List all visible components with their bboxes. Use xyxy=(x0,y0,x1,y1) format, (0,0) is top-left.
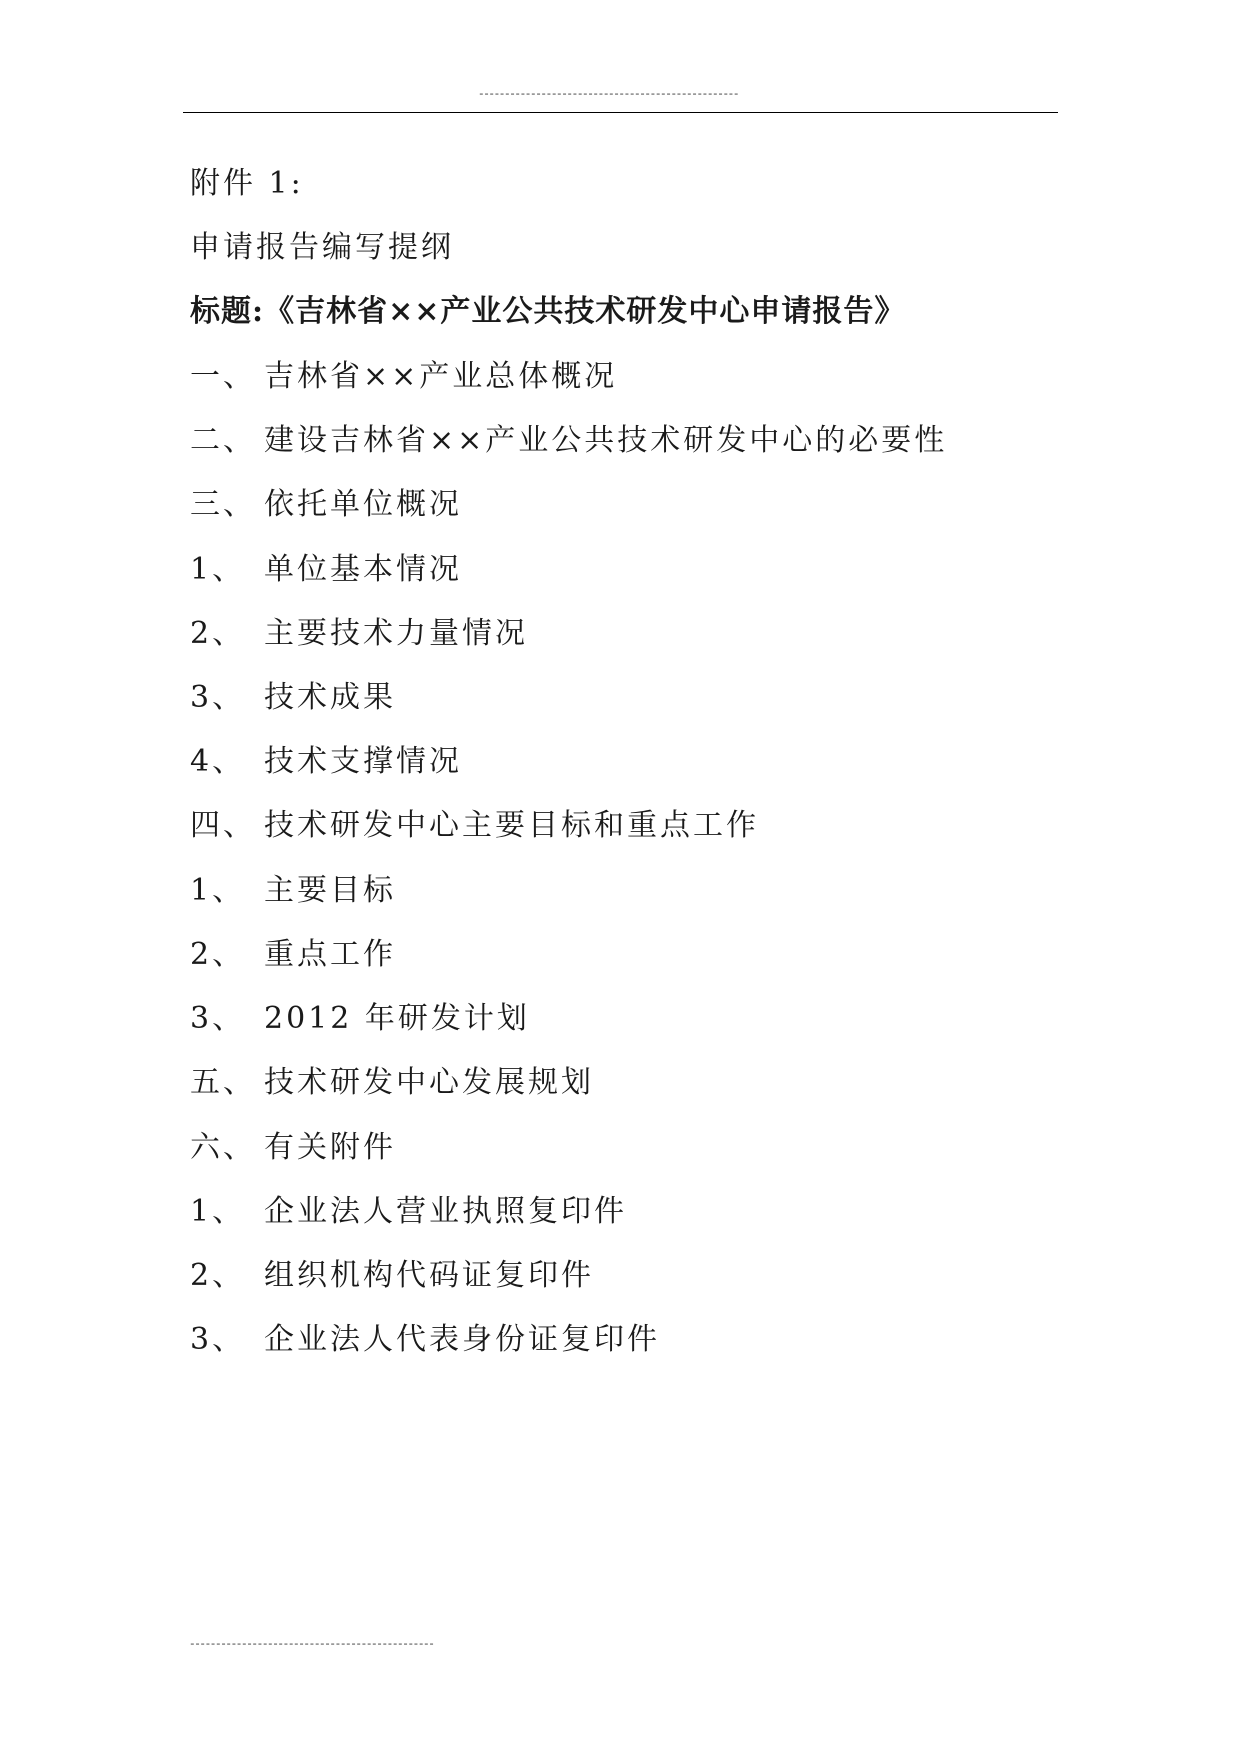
outline-item-text: 组织机构代码证复印件 xyxy=(264,1258,594,1293)
outline-item xyxy=(190,1063,594,1103)
outline-item xyxy=(190,871,396,911)
outline-item-text: 重点工作 xyxy=(264,937,396,972)
attachment-label: 附件 1: xyxy=(190,166,304,201)
outline-item-marker: 2、 xyxy=(190,937,246,972)
header-rule xyxy=(183,112,1058,113)
outline-item-marker: 2、 xyxy=(190,616,246,651)
outline-item-text: 有关附件 xyxy=(264,1130,396,1165)
footer-dashed-line: ----------------------------------------------- xyxy=(189,1639,434,1651)
outline-item xyxy=(190,485,462,525)
outline-item-text: 主要技术力量情况 xyxy=(264,616,528,651)
outline-item-marker: 三、 xyxy=(190,487,256,522)
document-subtitle: 申请报告编写提纲 xyxy=(190,230,454,265)
outline-item-text: 企业法人营业执照复印件 xyxy=(264,1194,627,1229)
outline-item xyxy=(190,550,462,590)
outline-item-marker: 1、 xyxy=(190,873,246,908)
outline-item-text: 主要目标 xyxy=(264,873,396,908)
outline-item-text: 技术研发中心主要目标和重点工作 xyxy=(264,808,759,843)
document-title: 标题:《吉林省××产业公共技术研发中心申请报告》 xyxy=(190,294,906,329)
outline-item xyxy=(190,1320,660,1360)
outline-item xyxy=(190,999,530,1039)
outline-item-text: 技术研发中心发展规划 xyxy=(264,1065,594,1100)
outline-item-marker: 四、 xyxy=(190,808,256,843)
outline-item-text: 依托单位概况 xyxy=(264,487,462,522)
outline-item-text: 单位基本情况 xyxy=(264,552,462,587)
outline-item xyxy=(190,1256,594,1296)
outline-item xyxy=(190,421,947,461)
outline-item-marker: 一、 xyxy=(190,359,256,394)
outline-item xyxy=(190,935,396,975)
outline-item-text: 建设吉林省××产业公共技术研发中心的必要性 xyxy=(264,423,948,458)
outline-item-text: 技术成果 xyxy=(264,680,396,715)
outline-item-marker: 2、 xyxy=(190,1258,246,1293)
outline-item-marker: 4、 xyxy=(190,744,246,779)
outline-item-marker: 3、 xyxy=(190,680,246,715)
header-dashed-line: -------------------------------------------------- xyxy=(478,89,739,101)
outline-item-marker: 二、 xyxy=(190,423,256,458)
outline-item xyxy=(190,614,528,654)
outline-item-marker: 六、 xyxy=(190,1130,256,1165)
outline-item-marker: 3、 xyxy=(190,1322,246,1357)
outline-item xyxy=(190,742,462,782)
outline-item xyxy=(190,357,617,397)
outline-item xyxy=(190,806,759,846)
outline-item-text: 吉林省××产业总体概况 xyxy=(264,359,618,394)
outline-item xyxy=(190,1128,396,1168)
outline-item-text: 企业法人代表身份证复印件 xyxy=(264,1322,660,1357)
outline-item-text: 2012 年研发计划 xyxy=(264,1001,530,1036)
outline-item xyxy=(190,678,396,718)
outline-item-marker: 1、 xyxy=(190,1194,246,1229)
outline-item-marker: 1、 xyxy=(190,552,246,587)
outline-item-marker: 3、 xyxy=(190,1001,246,1036)
outline-item-marker: 五、 xyxy=(190,1065,256,1100)
outline-item-text: 技术支撑情况 xyxy=(264,744,462,779)
outline-item xyxy=(190,1192,627,1232)
